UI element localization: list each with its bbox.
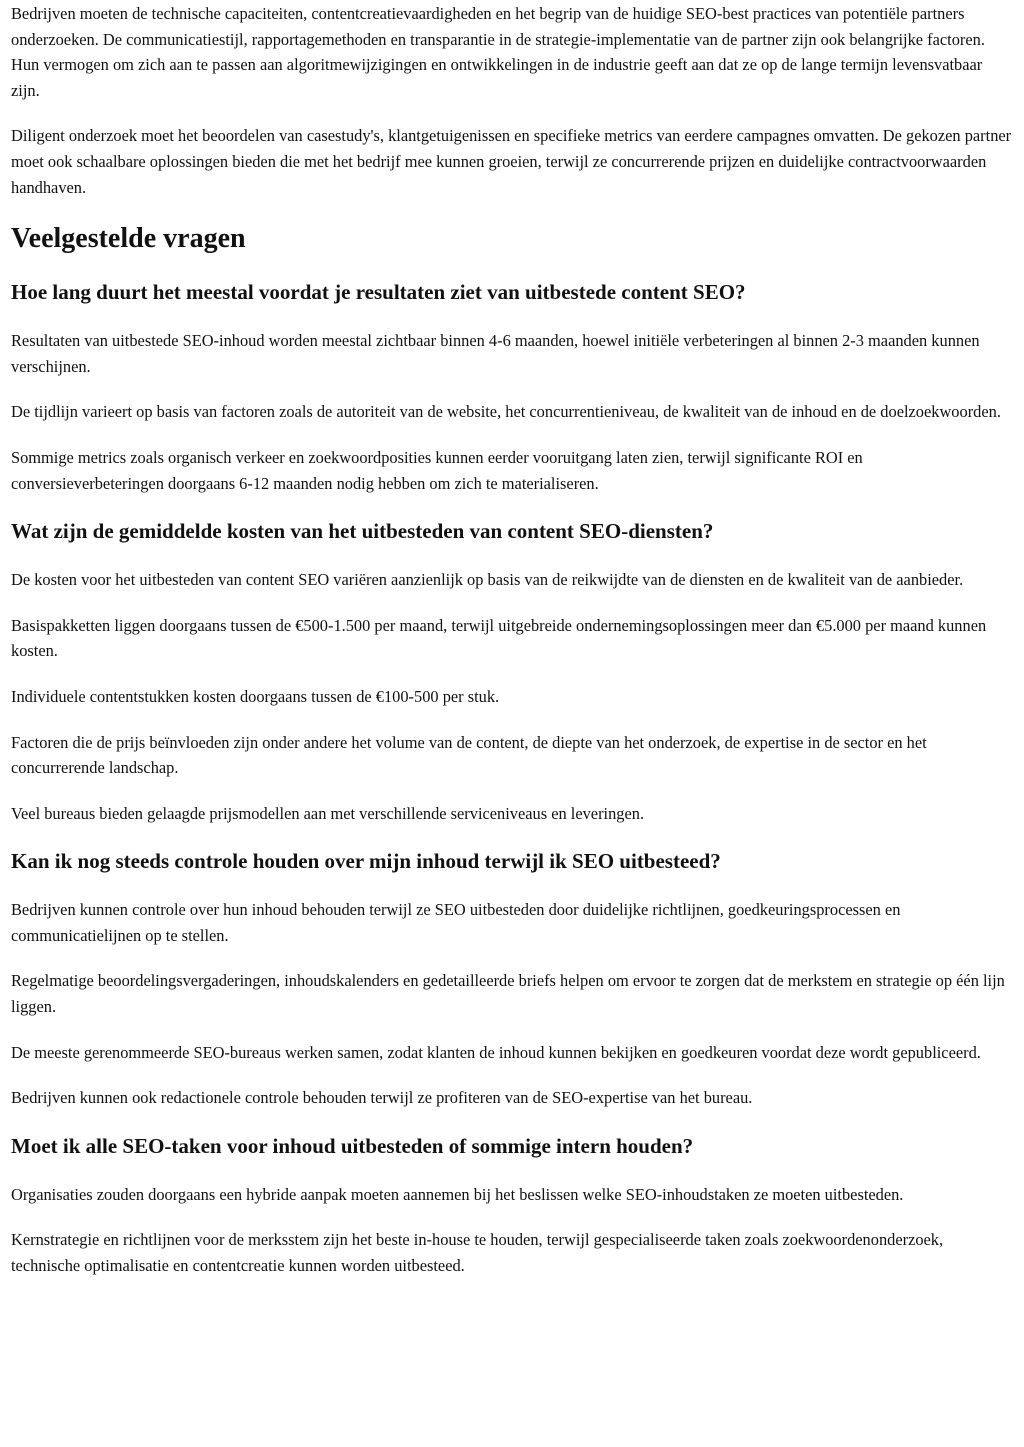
document-page: [0, 1, 1024, 1279]
faq-heading: Veelgestelde vragen: [11, 223, 246, 255]
faq-question: Wat zijn de gemiddelde kosten van het uitbesteden van content SEO-diensten?: [11, 519, 714, 544]
faq-answer: Veel bureaus bieden gelaagde prijsmodellen aan met verschillende serviceniveaus en leveringen.: [11, 803, 645, 823]
faq-answer: Individuele contentstukken kosten doorgaans tussen de €100-500 per stuk.: [11, 686, 500, 706]
intro-paragraph: Bedrijven moeten de technische capaciteiten, contentcreatievaardigheden en het begrip van de huidige SEO-best practices van potentiële partners onderzoeken. De communicatiestijl, rapportagemethoden en transparantie in de strategie-implementatie van de partner zijn ook belangrijke factoren. Hun vermogen om zich aan te passen aan algoritmewijzigingen en ontwikkelingen in de industrie geeft aan dat ze op de lange termijn levensvatbaar zijn.: [11, 4, 985, 100]
faq-answer: Regelmatige beoordelingsvergaderingen, inhoudskalenders en gedetailleerde briefs helpen om ervoor te zorgen dat de merkstem en strategie op één lijn liggen.: [11, 971, 1005, 1017]
faq-answer: Kernstrategie en richtlijnen voor de merksstem zijn het beste in-house te houden, terwijl gespecialiseerde taken zoals zoekwoordenonderzoek, technische optimalisatie en contentcreatie kunnen worden uitbesteed.: [11, 1230, 944, 1276]
faq-answer: De meeste gerenommeerde SEO-bureaus werken samen, zodat klanten de inhoud kunnen bekijken en goedkeuren voordat deze wordt gepubliceerd.: [11, 1042, 981, 1062]
faq-answer: Resultaten van uitbestede SEO-inhoud worden meestal zichtbaar binnen 4-6 maanden, hoewel initiële verbeteringen al binnen 2-3 maanden kunnen verschijnen.: [11, 331, 980, 376]
faq-answer: Organisaties zouden doorgaans een hybride aanpak moeten aannemen bij het beslissen welke SEO-inhoudstaken ze moeten uitbesteden.: [11, 1184, 904, 1204]
faq-question: Moet ik alle SEO-taken voor inhoud uitbesteden of sommige intern houden?: [11, 1133, 694, 1158]
faq-answer: Bedrijven kunnen controle over hun inhoud behouden terwijl ze SEO uitbesteden door duidelijke richtlijnen, goedkeuringsprocessen en communicatielijnen op te stellen.: [11, 900, 901, 945]
faq-question: Hoe lang duurt het meestal voordat je resultaten ziet van uitbestede content SEO?: [11, 280, 746, 305]
faq-answer: De kosten voor het uitbesteden van content SEO variëren aanzienlijk op basis van de reikwijdte van de diensten en de kwaliteit van de aanbieder.: [11, 570, 964, 590]
faq-answer: Basispakketten liggen doorgaans tussen de €500-1.500 per maand, terwijl uitgebreide ondernemingsoplossingen meer dan €5.000 per maand kunnen kosten.: [11, 615, 987, 661]
intro-paragraph: Diligent onderzoek moet het beoordelen van casestudy's, klantgetuigenissen en specifieke metrics van eerdere campagnes omvatten. De gekozen partner moet ook schaalbare oplossingen bieden die met het bedrijf mee kunnen groeien, terwijl ze concurrerende prijzen en duidelijke contractvoorwaarden handhaven.: [11, 126, 1012, 197]
faq-answer: Bedrijven kunnen ook redactionele controle behouden terwijl ze profiteren van de SEO-expertise van het bureau.: [11, 1088, 753, 1108]
faq-answer: Sommige metrics zoals organisch verkeer en zoekwoordposities kunnen eerder vooruitgang laten zien, terwijl significante ROI en conversieverbeteringen doorgaans 6-12 maanden nodig hebben om zich te materialiseren.: [11, 447, 863, 493]
faq-question: Kan ik nog steeds controle houden over mijn inhoud terwijl ik SEO uitbesteed?: [11, 849, 721, 874]
faq-answer: De tijdlijn varieert op basis van factoren zoals de autoriteit van de website, het concurrentieniveau, de kwaliteit van de inhoud en de doelzoekwoorden.: [11, 402, 1001, 422]
faq-answer: Factoren die de prijs beïnvloeden zijn onder andere het volume van de content, de diepte van het onderzoek, de expertise in de sector en het concurrerende landschap.: [11, 732, 927, 778]
